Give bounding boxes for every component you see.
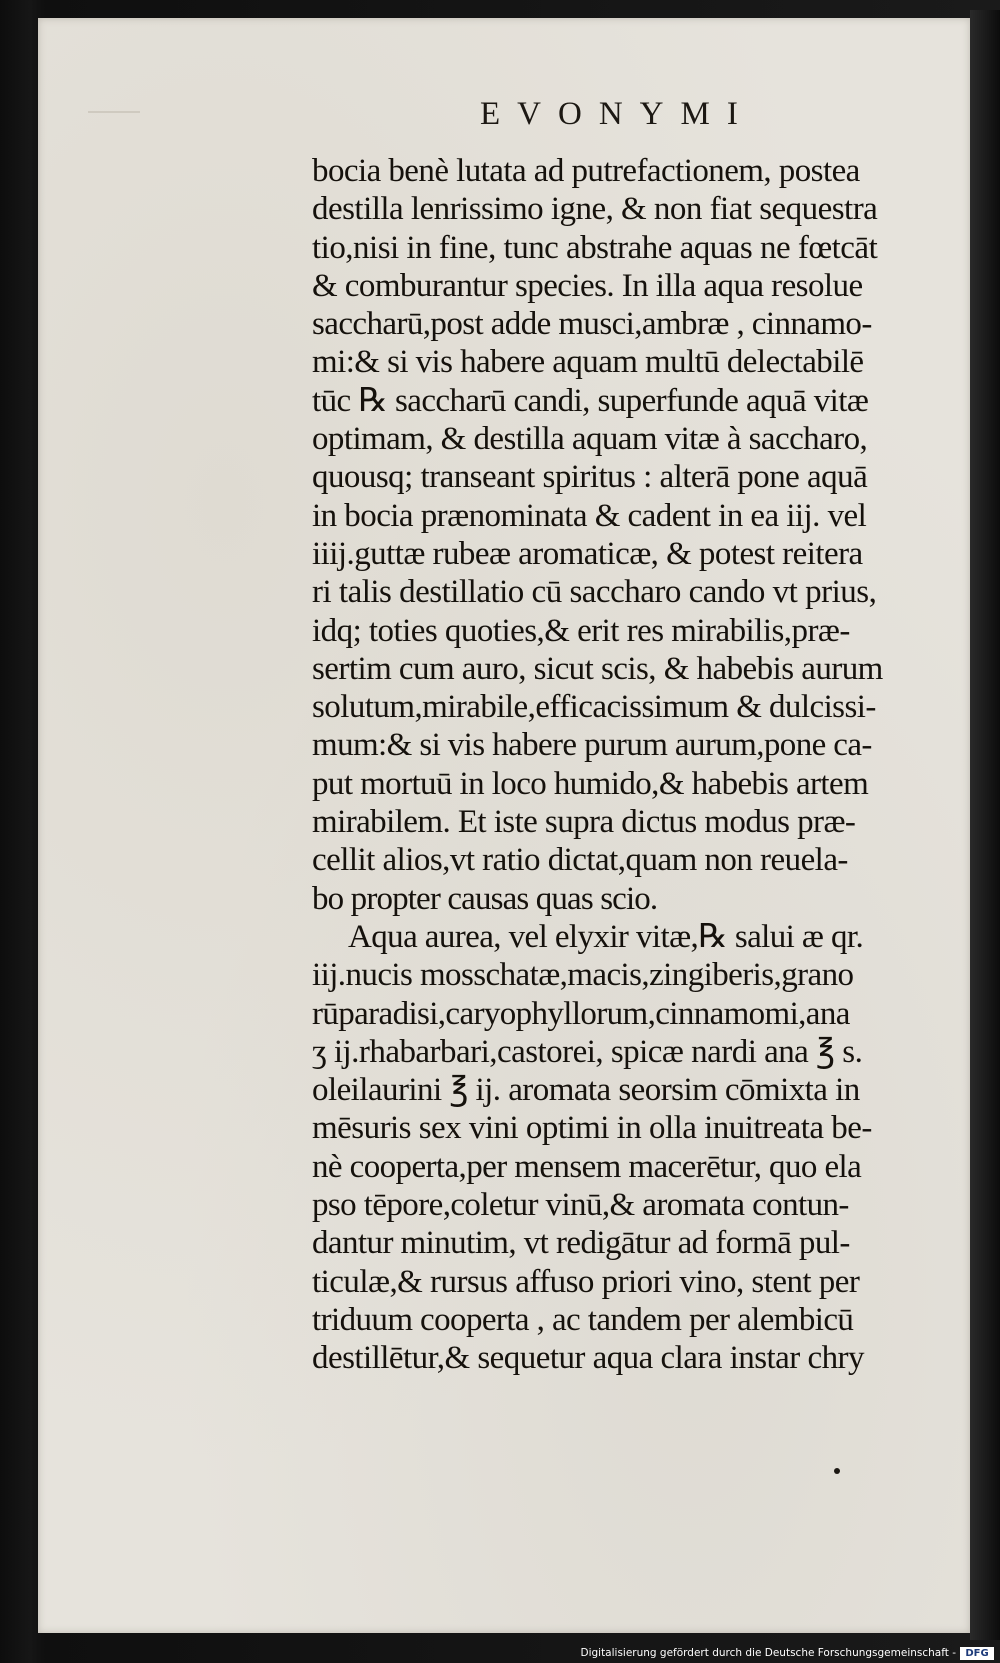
text-line: iij.nucis mosschatæ,macis,zingiberis,grano bbox=[312, 957, 854, 994]
text-line: & comburantur species. In illa aqua resolue bbox=[312, 267, 863, 304]
digitization-credit: Digitalisierung gefördert durch die Deutsche Forschungsgemeinschaft - bbox=[580, 1647, 956, 1659]
text-line: destilla lenrissimo igne, & non fiat sequestra bbox=[312, 191, 878, 228]
text-line: cellit alios,vt ratio dictat,quam non reuela- bbox=[312, 842, 848, 879]
text-line: idq; toties quoties,& erit res mirabilis,præ- bbox=[312, 612, 850, 649]
text-line: nè cooperta,per mensem macerētur, quo ela bbox=[312, 1148, 862, 1185]
text-line: saccharū,post adde musci,ambræ , cinnamo- bbox=[312, 306, 872, 343]
text-line: sertim cum auro, sicut scis, & habebis aurum bbox=[312, 650, 883, 687]
text-line: ʒ ij.rhabarbari,castorei, spicæ nardi ana ℥ s. bbox=[312, 1033, 863, 1070]
text-line: in bocia prænominata & cadent in ea iij. vel bbox=[312, 497, 867, 534]
text-line: mi:& si vis habere aquam multū delectabilē bbox=[312, 344, 864, 381]
text-line: ri talis destillatio cū saccharo cando vt prius, bbox=[312, 574, 877, 611]
text-line: bocia benè lutata ad putrefactionem, postea bbox=[312, 153, 860, 189]
text-line: destillētur,& sequetur aqua clara instar chry bbox=[312, 1340, 864, 1377]
text-line: dantur minutim, vt redigātur ad formā pul- bbox=[312, 1225, 850, 1262]
body-text bbox=[312, 152, 988, 1378]
text-line: tūc ℞ saccharū candi, superfunde aquā vitæ bbox=[312, 382, 869, 419]
text-line: mum:& si vis habere purum aurum,pone ca- bbox=[312, 727, 872, 764]
running-head: EVONYMI bbox=[480, 96, 755, 132]
text-line: mirabilem. Et iste supra dictus modus præ- bbox=[312, 804, 856, 841]
text-line: iiij.guttæ rubeæ aromaticæ, & potest reitera bbox=[312, 535, 863, 572]
text-line: bo propter causas quas scio. bbox=[312, 880, 658, 917]
ink-dot bbox=[834, 1468, 840, 1474]
text-line: solutum,mirabile,efficacissimum & dulcissi- bbox=[312, 689, 876, 726]
text-line: optimam, & destilla aquam vitæ à saccharo, bbox=[312, 421, 868, 458]
text-line: mēsuris sex vini optimi in olla inuitreata be- bbox=[312, 1110, 872, 1147]
text-line: triduum cooperta , ac tandem per alembicū bbox=[312, 1301, 854, 1338]
text-line: oleilaurini ℥ ij. aromata seorsim cōmixta in bbox=[312, 1072, 860, 1109]
text-line: ticulæ,& rursus affuso priori vino, stent per bbox=[312, 1263, 860, 1300]
text-line: pso tēpore,coletur vinū,& aromata contun- bbox=[312, 1187, 849, 1224]
text-line: rūparadisi,caryophyllorum,cinnamomi,ana bbox=[312, 995, 850, 1032]
text-line: tio,nisi in fine, tunc abstrahe aquas ne fœtcāt bbox=[312, 229, 878, 266]
text-line: quousq; transeant spiritus : alterā pone aquā bbox=[312, 459, 868, 496]
dfg-logo: DFG bbox=[960, 1647, 994, 1660]
text-line: Aqua aurea, vel elyxir vitæ,℞ salui æ qr. bbox=[348, 918, 864, 955]
text-line: put mortuū in loco humido,& habebis artem bbox=[312, 765, 869, 802]
page-smudge bbox=[88, 111, 140, 113]
